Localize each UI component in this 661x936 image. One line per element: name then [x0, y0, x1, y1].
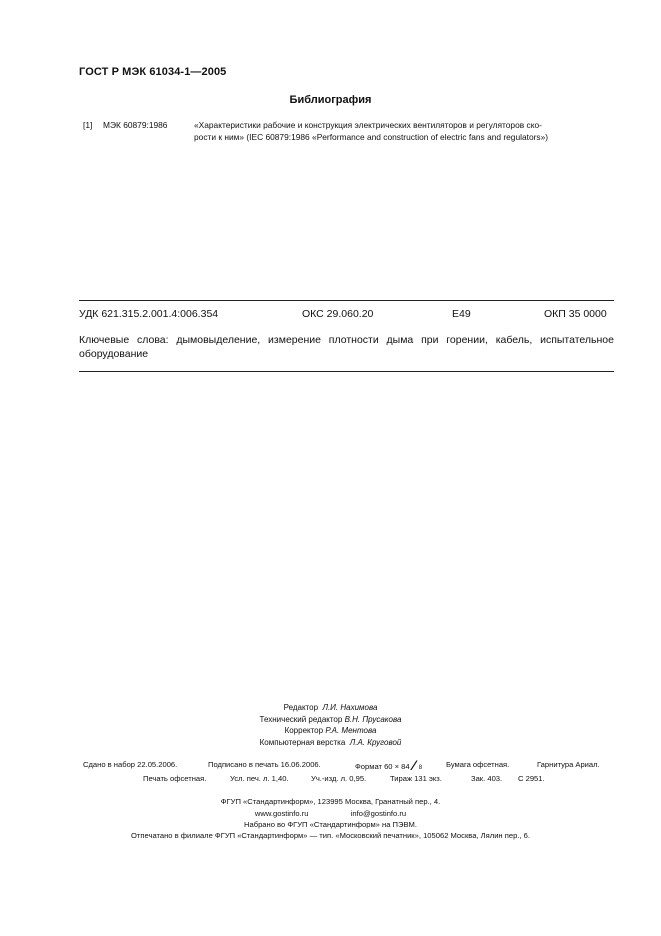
okp-code: ОКП 35 0000: [544, 308, 607, 320]
bibliography-entry-line-2: рости к ним» (IEC 60879:1986 «Performance and construction of electric fans and regulators»): [194, 132, 549, 142]
tech-editor-name: В.Н. Прусакова: [344, 714, 402, 724]
bibliography-entry-title: [194, 119, 614, 143]
udk-code: УДК 621.315.2.001.4:006.354: [79, 308, 219, 320]
e-code: E49: [452, 308, 471, 320]
publisher-contacts: [0, 809, 661, 818]
printed-note: Отпечатано в филиале ФГУП «Стандартинформ» — тип. «Московский печатник», 105062 Москва, Лялин пер., 6.: [131, 831, 530, 840]
publisher-address: ФГУП «Стандартинформ», 123995 Москва, Гранатный пер., 4.: [220, 797, 441, 806]
credit-corrector: Корректор Р.А. Ментова: [284, 726, 377, 736]
credit-editor: Редактор Л.И. Нахимова: [283, 703, 378, 712]
oks-code: ОКС 29.060.20: [302, 308, 374, 320]
imprint-code: С 2951.: [518, 774, 545, 783]
credits-block: [200, 702, 461, 748]
document-standard-header: ГОСТ Р МЭК 61034-1—2005: [79, 66, 227, 78]
imprint-paper: Бумага офсетная.: [446, 760, 510, 769]
bibliography-entry-line-1: «Характеристики рабочие и конструкция электрических вентиляторов и регуляторов ско-: [194, 120, 542, 130]
bibliography-title: Библиография: [289, 94, 372, 106]
imprint-sheets: Усл. печ. л. 1,40.: [230, 774, 289, 783]
layout-name: Л.А. Круговой: [349, 737, 402, 747]
imprint-pub-sheets: Уч.-изд. л. 0,95.: [311, 774, 367, 783]
imprint-signed: Подписано в печать 16.06.2006.: [208, 760, 321, 769]
imprint-order: Зак. 403.: [471, 774, 503, 783]
imprint-sent: Сдано в набор 22.05.2006.: [83, 760, 178, 769]
imprint-typeface: Гарнитура Ариал.: [537, 760, 600, 769]
imprint-print: Печать офсетная.: [143, 774, 207, 783]
bibliography-entry-reference: МЭК 60879:1986: [103, 120, 168, 130]
publisher-website: www.gostinfo.ru: [254, 809, 309, 818]
format-fraction: ⁄ 8: [412, 757, 423, 773]
bibliography-entry-number: [1]: [83, 120, 93, 130]
keywords: Ключевые слова: дымовыделение, измерение плотности дыма при горении, кабель, испытательное оборудование: [79, 334, 614, 360]
top-divider: [79, 300, 614, 301]
bottom-divider: [79, 371, 614, 372]
imprint-run: Тираж 131 экз.: [390, 774, 442, 783]
credit-layout: Компьютерная верстка Л.А. Круговой: [259, 737, 402, 747]
typeset-note: Набрано во ФГУП «Стандартинформ» на ПЭВМ.: [244, 820, 417, 829]
imprint-format: Формат 60 × 84 ⁄ 8: [355, 757, 423, 773]
credit-tech-editor: Технический редактор В.Н. Прусакова: [259, 714, 402, 724]
corrector-name: Р.А. Ментова: [325, 726, 377, 736]
editor-name: Л.И. Нахимова: [322, 703, 378, 712]
publisher-email: info@gostinfo.ru: [350, 809, 407, 818]
